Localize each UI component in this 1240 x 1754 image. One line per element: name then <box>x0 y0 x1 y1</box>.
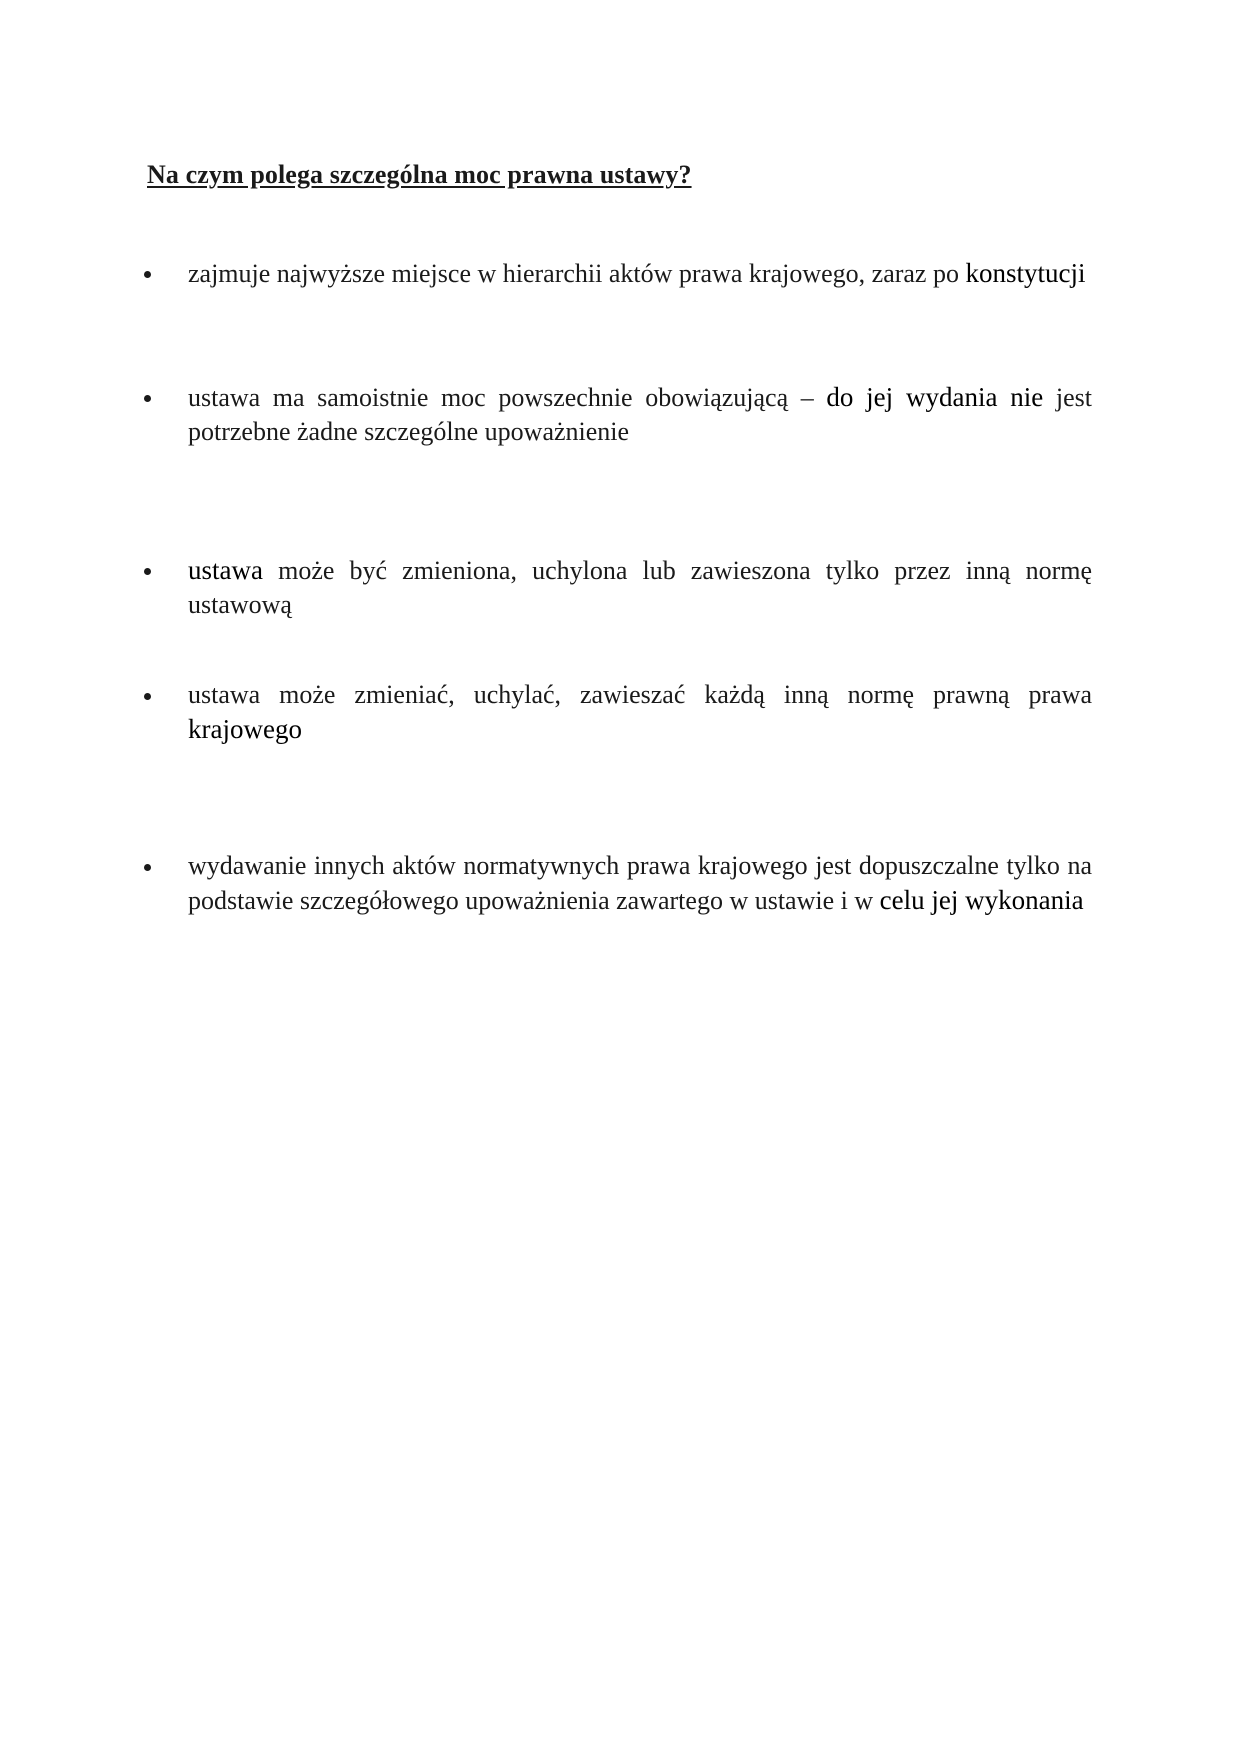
item-text: wydawanie innych aktów normatywnych prawa krajowego jest dopuszczalne tylko na podstawie szczegółowego upoważnienia zawartego w ustawie i w <box>188 851 1092 915</box>
list-item <box>188 553 1092 622</box>
list-item <box>188 256 1092 291</box>
item-emphasis: konstytucji <box>965 258 1086 288</box>
item-text: zajmuje najwyższe miejsce w hierarchii aktów prawa krajowego, zaraz po <box>188 259 966 288</box>
list-item <box>188 678 1092 747</box>
item-text-end: jest potrzebne żadne szczególne upoważnienie <box>188 383 1092 446</box>
item-emphasis: celu jej wykonania <box>879 885 1084 915</box>
item-text: ustawa ma samoistnie moc powszechnie obowiązującą – <box>188 383 827 412</box>
bullet-icon <box>144 693 151 700</box>
item-text: ustawa może zmieniać, uchylać, zawieszać każdą inną normę prawną prawa <box>188 680 1092 709</box>
item-emphasis: ustawa <box>188 555 263 585</box>
bullet-icon <box>144 568 151 575</box>
item-emphasis: krajowego <box>188 714 302 744</box>
document-title: Na czym polega szczególna moc prawna ustawy? <box>147 160 692 189</box>
item-text-end: może być zmieniona, uchylona lub zawieszona tylko przez inną normę ustawową <box>188 556 1092 619</box>
bullet-icon <box>144 395 151 402</box>
list-item <box>188 380 1092 449</box>
bullet-icon <box>144 271 151 278</box>
list-item <box>188 849 1092 918</box>
bullet-icon <box>144 864 151 871</box>
item-emphasis: do jej wydania nie <box>826 382 1044 412</box>
